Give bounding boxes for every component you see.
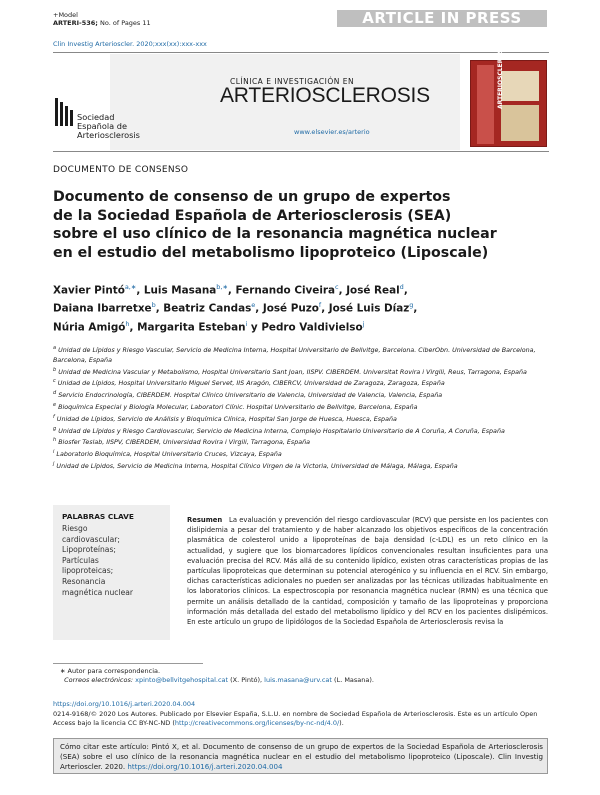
affiliation-item: $^d$ Servicio Endocrinología, CIBERDEM. Hospital Clínico Universitario de Valencia, Universidad de Valencia, Valencia, España [53,390,443,400]
emails-label: Correos electrónicos: [64,676,134,684]
page-count: No. of Pages 11 [100,19,151,27]
author-name: Beatriz Candas [163,302,252,315]
author-name: Fernando Civeira [235,284,336,297]
keywords-list [62,524,167,598]
affiliation-item: $^c$ Unidad de Lípidos, Hospital Universitario Miguel Servet, IIS Aragón, CIBERCV, Universidad de Zaragoza, Zaragoza, España [53,378,445,388]
abstract [187,515,548,627]
author-name: Margarita Esteban [137,321,246,334]
author-name: Pedro Valdivielso [261,321,363,334]
affiliation-item: $^b$ Unidad de Medicina Vascular y Metabolismo, Hospital Universitario Sant Joan, IISPV. CIBERDEM. Universitat Rovira i Virgili, Reus, Tarragona, España [53,366,527,376]
author-affil-ref[interactable]: i [245,319,248,328]
author-line: Daiana Ibarretxe$^b$, Beatriz Candas$^e$, José Puzo$^f$, José Luis Díaz$^g$, [53,301,418,315]
copyright-notice: 0214-9168/© 2020 Los Autores. Publicado por Elsevier España, S.L.U. en nombre de Sociedad Española de Arteriosclerosis. Este es un artículo Open Access bajo la licencia CC BY-NC-ND (http://creativecommons.org/licenses/by-nc-nd/4.0/). [53,710,538,728]
keyword-item: Resonancia [62,576,106,586]
journal-cover [470,42,547,147]
author-affil-ref[interactable]: j [362,319,365,328]
affiliation-item: $^f$ Unidad de Lípidos, Servicio de Análisis y Bioquímica Clínica, Hospital San Jorge de Huesca, Huesca, España [53,413,397,423]
cite-doi-link[interactable]: https://doi.org/10.1016/j.arteri.2020.04.004 [127,761,283,771]
keyword-item: lipoproteicas; [62,566,114,576]
author-affil-ref[interactable]: h [125,319,130,328]
affiliation-item: $^g$ Unidad de Lípidos y Riesgo Cardiovascular, Servicio de Medicina Interna, Complejo Hospitalario Universitario de A Coruña, A Coruña, España [53,425,505,435]
cover-stripe [477,65,494,144]
title-line: de la Sociedad Española de Arteriosclerosis (SEA) [53,207,452,224]
affiliation-item: $^i$ Laboratorio Bioquímica, Hospital Universitario Cruces, Vizcaya, España [53,449,282,459]
author-affil-ref[interactable]: a,∗ [124,283,137,291]
keywords-title: PALABRAS CLAVE [62,512,134,521]
article-in-press-banner: ARTICLE IN PRESS [337,10,547,27]
author-affil-ref[interactable]: d [399,283,404,291]
author-name: José Luis Díaz [328,302,410,315]
affiliation-item: $^e$ Bioquímica Especial y Biología Molecular, Laboratori Clínic. Hospital Universitario de Bellvitge, Barcelona, España [53,401,418,412]
cover-image-secondary [501,105,539,141]
section-label: DOCUMENTO DE CONSENSO [53,165,189,175]
journal-subtitle: CLÍNICA E INVESTIGACIÓN EN [230,77,355,86]
email-link[interactable]: luis.masana@urv.cat [264,676,332,684]
manuscript-meta [53,11,151,27]
society-name: Sociedad Española de Arteriosclerosis [77,112,140,140]
keyword-item: magnética nuclear [62,587,134,597]
model-label: +Model [53,11,78,19]
keyword-item: Partículas [62,555,99,565]
author-affil-ref[interactable]: g [409,301,414,310]
footnote-rule [53,663,203,664]
author-name: Xavier Pintó [53,284,125,297]
article-title [53,188,523,262]
author-list [53,280,523,335]
author-name: Luis Masana [143,284,217,297]
author-affil-ref[interactable]: e [251,301,256,310]
abstract-label: Resumen [187,516,223,524]
author-name: José Real [346,284,400,297]
affiliation-item: $^h$ Biosfer Teslab, IISPV, CIBERDEM, Universidad Rovira i Virgili, Tarragona, España [53,437,311,447]
author-affil-ref[interactable]: c [335,283,339,291]
doi-link[interactable]: https://doi.org/10.1016/j.arteri.2020.04.004 [53,700,196,708]
abstract-text: La evaluación y prevención del riesgo cardiovascular (RCV) que persiste en los pacientes con dislipidemia a pesar del tratamiento y de haber alcanzado los objetivos específicos de la concentración plasmática de colesterol unido a lipoproteínas de baja densidad (c-LDL) es un reto clínico en la actualidad, y sugiere que los biomarcadores lipídicos convencionales resultan insuficientes para una evaluación precisa del RCV. Más allá de su contenido lipídico, existen otras características propias de las partículas lipoproteicas que determinan su potencial aterogénico y su influencia en el RCV. Sin embargo, dichas características adicionales no pueden ser analizadas por las técnicas utilizadas habitualmente en los laboratorios clínicos. La espectroscopia por resonancia magnética nuclear (RMN) es una técnica que permite un análisis detallado de la cantidad, composición y tamaño de las lipoproteínas y proporciona información más detallada del estado del metabolismo lipídico y del RCV en los pacientes dislipémicos. En este artículo un grupo de lipidólogos de la Sociedad Española de Arteriosclerosis revisa la [187,516,548,627]
correspondence-footnote: ∗ Autor para correspondencia. Correos electrónicos: xpinto@bellvitgehospital.cat (X. Pintó), luis.masana@urv.cat (L. Masana). [60,667,374,684]
keyword-item: Lipoproteínas; [62,545,116,555]
author-name: Núria Amigó [53,321,126,334]
journal-name: ARTERIOSCLEROSIS [220,84,430,107]
author-line: Núria Amigó$^h$, Margarita Esteban$^i$ y Pedro Valdivielso$^j$ [53,319,365,334]
society-logo-icon [53,98,77,138]
cover-image [501,71,539,101]
title-line: en el estudio del metabolismo lipoproteico (Liposcale) [53,244,489,261]
affiliation-item: $^j$ Unidad de Lípidos, Servicio de Medicina Interna, Hospital Clínico Virgen de la Victoria, Universidad de Málaga, Málaga, España [53,461,458,471]
title-line: sobre el uso clínico de la resonancia magnética nuclear [53,226,497,242]
author-name: Daiana Ibarretxe [53,302,152,315]
license-link[interactable]: http://creativecommons.org/licenses/by-nc-nd/4.0/ [174,719,340,728]
journal-citation-link[interactable]: Clin Investig Arterioscler. 2020;xxx(xx):xxx-xxx [53,40,207,48]
author-affil-ref[interactable]: f [318,301,322,310]
author-line: Xavier Pintó$^{a,∗}$, Luis Masana$^{b,∗}$, Fernando Civeira$^c$, José Real$^d$, [53,283,408,297]
article-code: ARTERI-536; [53,19,98,27]
correspondence-note: ∗ Autor para correspondencia. [60,667,161,675]
how-to-cite-text: Cómo citar este artículo: Pintó X, et al. Documento de consenso de un grupo de expertos de la Sociedad Española de Arteriosclerosis (SEA) sobre el uso clínico de la resonancia magnética nuclear en el estudio del metabolismo lipoproteico (Liposcale). Clin Investig Arterioscler. 2020. https://doi.org/10.1016/j.arteri.2020.04.004 [60,742,543,771]
keyword-item: cardiovascular; [62,534,120,544]
keyword-item: Riesgo [62,524,88,533]
author-affil-ref[interactable]: b [151,301,156,310]
email-link[interactable]: xpinto@bellvitgehospital.cat [135,676,229,684]
affiliation-list [53,344,548,472]
author-affil-ref[interactable]: b,∗ [216,283,228,291]
affiliation-item: $^a$ Unidad de Lípidos y Riesgo Vascular, Servicio de Medicina Interna, Hospital Universitario de Bellvitge, Barcelona. CiberObn. Universidad de Barcelona, Barcelona, España [53,345,536,364]
journal-url-link[interactable]: www.elsevier.es/arterio [294,128,370,136]
author-name: José Puzo [262,302,319,315]
cover-title: ARTERIOSCLEROSIS [497,42,504,109]
title-line: Documento de consenso de un grupo de expertos [53,189,451,205]
